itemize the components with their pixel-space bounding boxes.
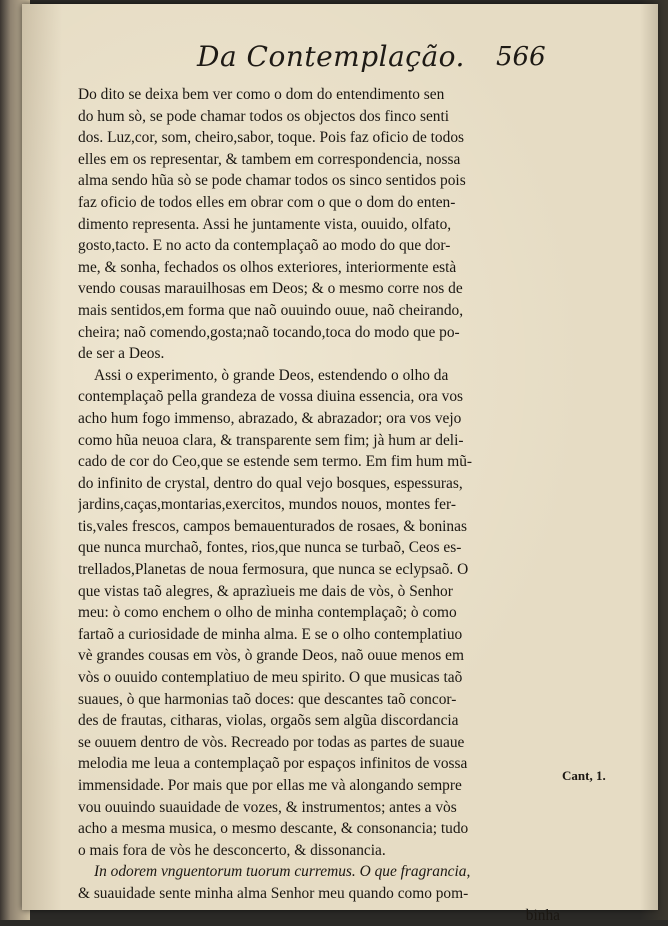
text-line: vou ouuindo suauidade de vozes, & instrumentos; antes a vòs [78, 798, 457, 816]
text-line: vè grandes cousas em vòs, ò grande Deos, naõ ouue menos em [78, 647, 464, 665]
text-line: trellados,Planetas de noua fermosura, que nunca se eclypsaõ. O [78, 561, 469, 579]
text-line: o mais fora de vòs he desconcerto, & dissonancia. [78, 841, 386, 859]
text-line: cado de cor do Ceo,que se estende sem termo. Em fim hum mũ- [78, 453, 473, 471]
text-line: se ouuem dentro de vòs. Recreado por todas as partes de suaue [78, 733, 465, 751]
text-line: do infinito de crystal, dentro do qual vejo bosques, espessuras, [78, 474, 463, 492]
text-line: do hum sò, se pode chamar todos os objectos dos finco senti [78, 107, 450, 125]
text-line: que vistas taõ alegres, & aprazìueis me dais de vòs, ò Senhor [78, 582, 453, 600]
text-line: faz oficio de todos elles em obrar com o que o dom do enten- [78, 193, 456, 211]
text-line: mais sentidos,em forma que naõ ouuindo ouue, naõ cheirando, [78, 301, 464, 319]
text-line: melodia me leua a contemplaçaõ por espaços infinitos de vossa [78, 755, 468, 773]
text-line: suaues, ò que harmonias taõ doces: que descantes taõ concor- [78, 690, 457, 708]
text-line: & suauidade sente minha alma Senhor meu quando como pom- [78, 884, 469, 902]
text-line: acho hum fogo immenso, abrazado, & abrazador; ora vos vejo [78, 409, 462, 427]
text-line: des de frautas, citharas, violas, orgaõs sem algũa discordancia [78, 712, 459, 730]
text-line: dos. Luz,cor, som, cheiro,sabor, toque. Pois faz oficio de todos [78, 129, 465, 147]
text-line: gosto,tacto. E no acto da contemplaçaõ ao modo do que dor- [78, 237, 451, 255]
catchword: binha [525, 906, 560, 924]
text-line: me, & sonha, fechados os olhos exteriores, interiormente està [78, 258, 457, 276]
text-line: vòs o ouuido contemplatiuo de meu spirito. O que musicas taõ [78, 669, 463, 687]
body-text [78, 84, 560, 926]
facing-page-shadow [640, 0, 668, 920]
text-line: alma sendo hũa sò se pode chamar todos os sinco sentidos pois [78, 172, 466, 190]
text-line: tis,vales frescos, campos bemauenturados de rosaes, & boninas [78, 517, 467, 535]
book-page [22, 4, 658, 924]
page-number: 566 [496, 42, 546, 72]
text-line: meu: ò como enchem o olho de minha contemplaçaõ; ò como [78, 604, 457, 622]
text-line: que nunca murchaõ, fontes, rios,que nunca se turbaõ, Ceos es- [78, 539, 462, 557]
text-line: elles em os representar, & tambem em correspondencia, nossa [78, 150, 461, 168]
text-line: cheira; naõ comendo,gosta;naõ tocando,toca do modo que po- [78, 323, 460, 341]
text-line: vendo cousas marauilhosas em Deos; & o mesmo corre nos de [78, 280, 463, 298]
text-line: jardins,caças,montarias,exercitos, mundos nouos, montes fer- [78, 496, 456, 514]
text-line: acho a mesma musica, o mesmo descante, & consonancia; tudo [78, 820, 469, 838]
page-header [22, 40, 658, 80]
text-line: fartaõ a curiosidade de minha alma. E se o olho contemplatiuo [78, 625, 463, 643]
latin-quote-line: In odorem vnguentorum tuorum curremus. O que fragrancia, [94, 863, 471, 881]
text-line: como hũa neuoa clara, & transparente sem fim; jà hum ar deli- [78, 431, 464, 449]
running-title: Da Contemplação. [197, 40, 465, 73]
text-line: immensidade. Por mais que por ellas me và alongando sempre [78, 777, 462, 794]
text-line: Do dito se deixa bem ver como o dom do entendimento sen [78, 86, 445, 103]
text-line: contemplaçaõ pella grandeza de vossa diuina essencia, ora vos [78, 388, 464, 406]
text-line: dimento representa. Assi he juntamente vista, ouuido, olfato, [78, 215, 452, 233]
margin-citation: Cant, 1. [562, 768, 606, 783]
text-line: de ser a Deos. [78, 345, 165, 363]
text-line: Assi o experimento, ò grande Deos, estendendo o olho da [94, 366, 449, 384]
